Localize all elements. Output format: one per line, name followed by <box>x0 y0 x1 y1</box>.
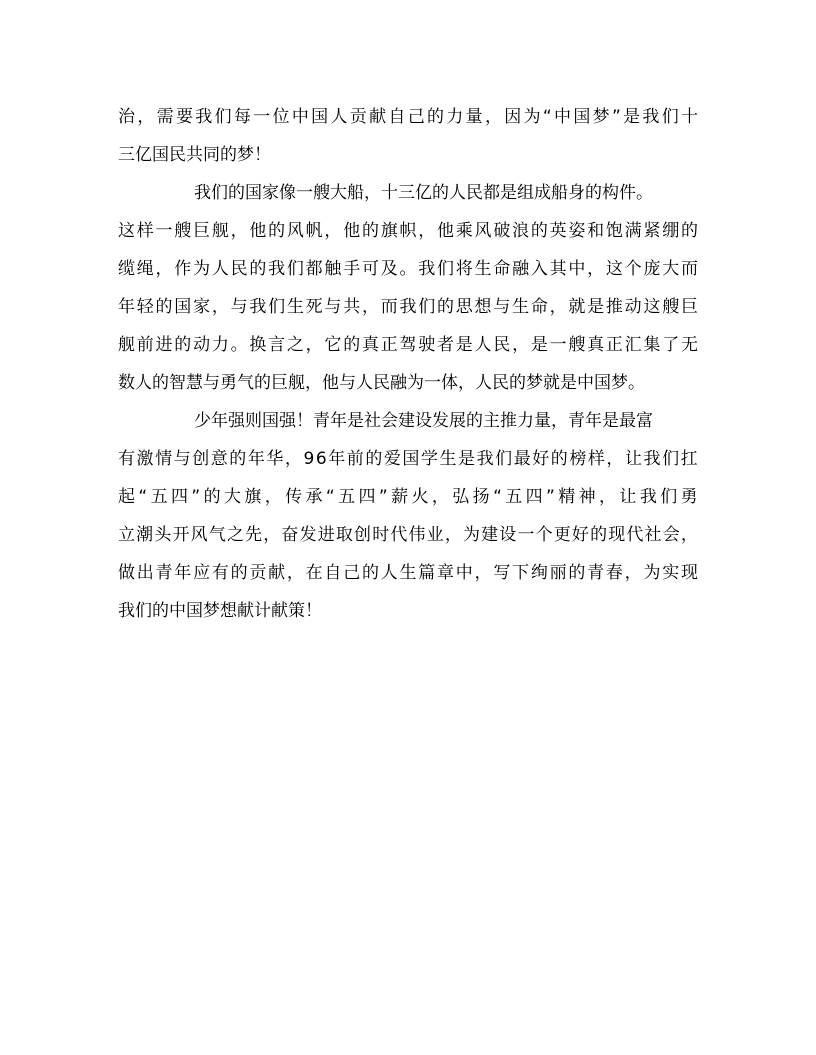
body-text <box>118 98 698 630</box>
text-line <box>118 326 698 364</box>
text-line <box>118 516 698 554</box>
paragraph-2-line-4: 年 轻 的 国 家 ， 与 我 们 生 死 与 共 ， 而 我 们 的 思 想 与 生 命 ， 就 是 推 动 这 艘 巨 <box>118 297 698 317</box>
text-line <box>118 440 698 478</box>
paragraph-3-line-4: 立 潮 头 开 风 气 之 先 ， 奋 发 进 取 创 时 代 伟 业 ， 为 建 设 一 个 更 好 的 现 代 社 会 ， <box>118 525 698 545</box>
text-line <box>118 174 698 212</box>
paragraph-2-line-6: 数人的智慧与勇气的巨舰，他与人民融为一体，人民的梦就是中国梦。 <box>118 373 645 393</box>
paragraph-3-line-2: 有 激 情 与 创 意 的 年 华 ， 9 6 年 前 的 爱 国 学 生 是 我 们 最 好 的 榜 样 ， 让 我 们 扛 <box>118 449 698 469</box>
text-line <box>118 212 698 250</box>
paragraph-2-line-3: 缆 绳 ， 作 为 人 民 的 我 们 都 触 手 可 及 。 我 们 将 生 命 融 入 其 中 ， 这 个 庞 大 而 <box>118 259 698 279</box>
text-line <box>118 98 698 136</box>
paragraph-1-line-1: 治 ， 需 要 我 们 每 一 位 中 国 人 贡 献 自 己 的 力 量 ， 因 为 “ 中 国 梦 ” 是 我 们 十 <box>118 107 698 127</box>
text-line <box>118 402 698 440</box>
paragraph-3-line-6: 我们的中国梦想献计献策！ <box>118 601 322 621</box>
paragraph-3-line-1: 少年强则国强！青年是社会建设发展的主推力量，青年是最富 <box>194 411 653 431</box>
paragraph-2-line-5: 舰 前 进 的 动 力 。 换 言 之 ， 它 的 真 正 驾 驶 者 是 人 民 ， 是 一 艘 真 正 汇 集 了 无 <box>118 335 698 355</box>
text-line <box>118 554 698 592</box>
paragraph-1-line-2: 三亿国民共同的梦！ <box>118 145 271 165</box>
text-line <box>118 136 698 174</box>
paragraph-3-line-5: 做 出 青 年 应 有 的 贡 献 ， 在 自 己 的 人 生 篇 章 中 ， 写 下 绚 丽 的 青 春 ， 为 实 现 <box>118 563 698 583</box>
text-line <box>118 364 698 402</box>
text-line <box>118 250 698 288</box>
paragraph-2-line-2: 这 样 一 艘 巨 舰 ， 他 的 风 帆 ， 他 的 旗 帜 ， 他 乘 风 破 浪 的 英 姿 和 饱 满 紧 绷 的 <box>118 221 698 241</box>
paragraph-3-line-3: 起 “ 五 四 ” 的 大 旗 ， 传 承 “ 五 四 ” 薪 火 ， 弘 扬 “ 五 四 ” 精 神 ， 让 我 们 勇 <box>118 487 698 507</box>
text-line <box>118 592 698 630</box>
text-line <box>118 478 698 516</box>
paragraph-2-line-1: 我们的国家像一艘大船，十三亿的人民都是组成船身的构件。 <box>194 183 653 203</box>
text-line <box>118 288 698 326</box>
